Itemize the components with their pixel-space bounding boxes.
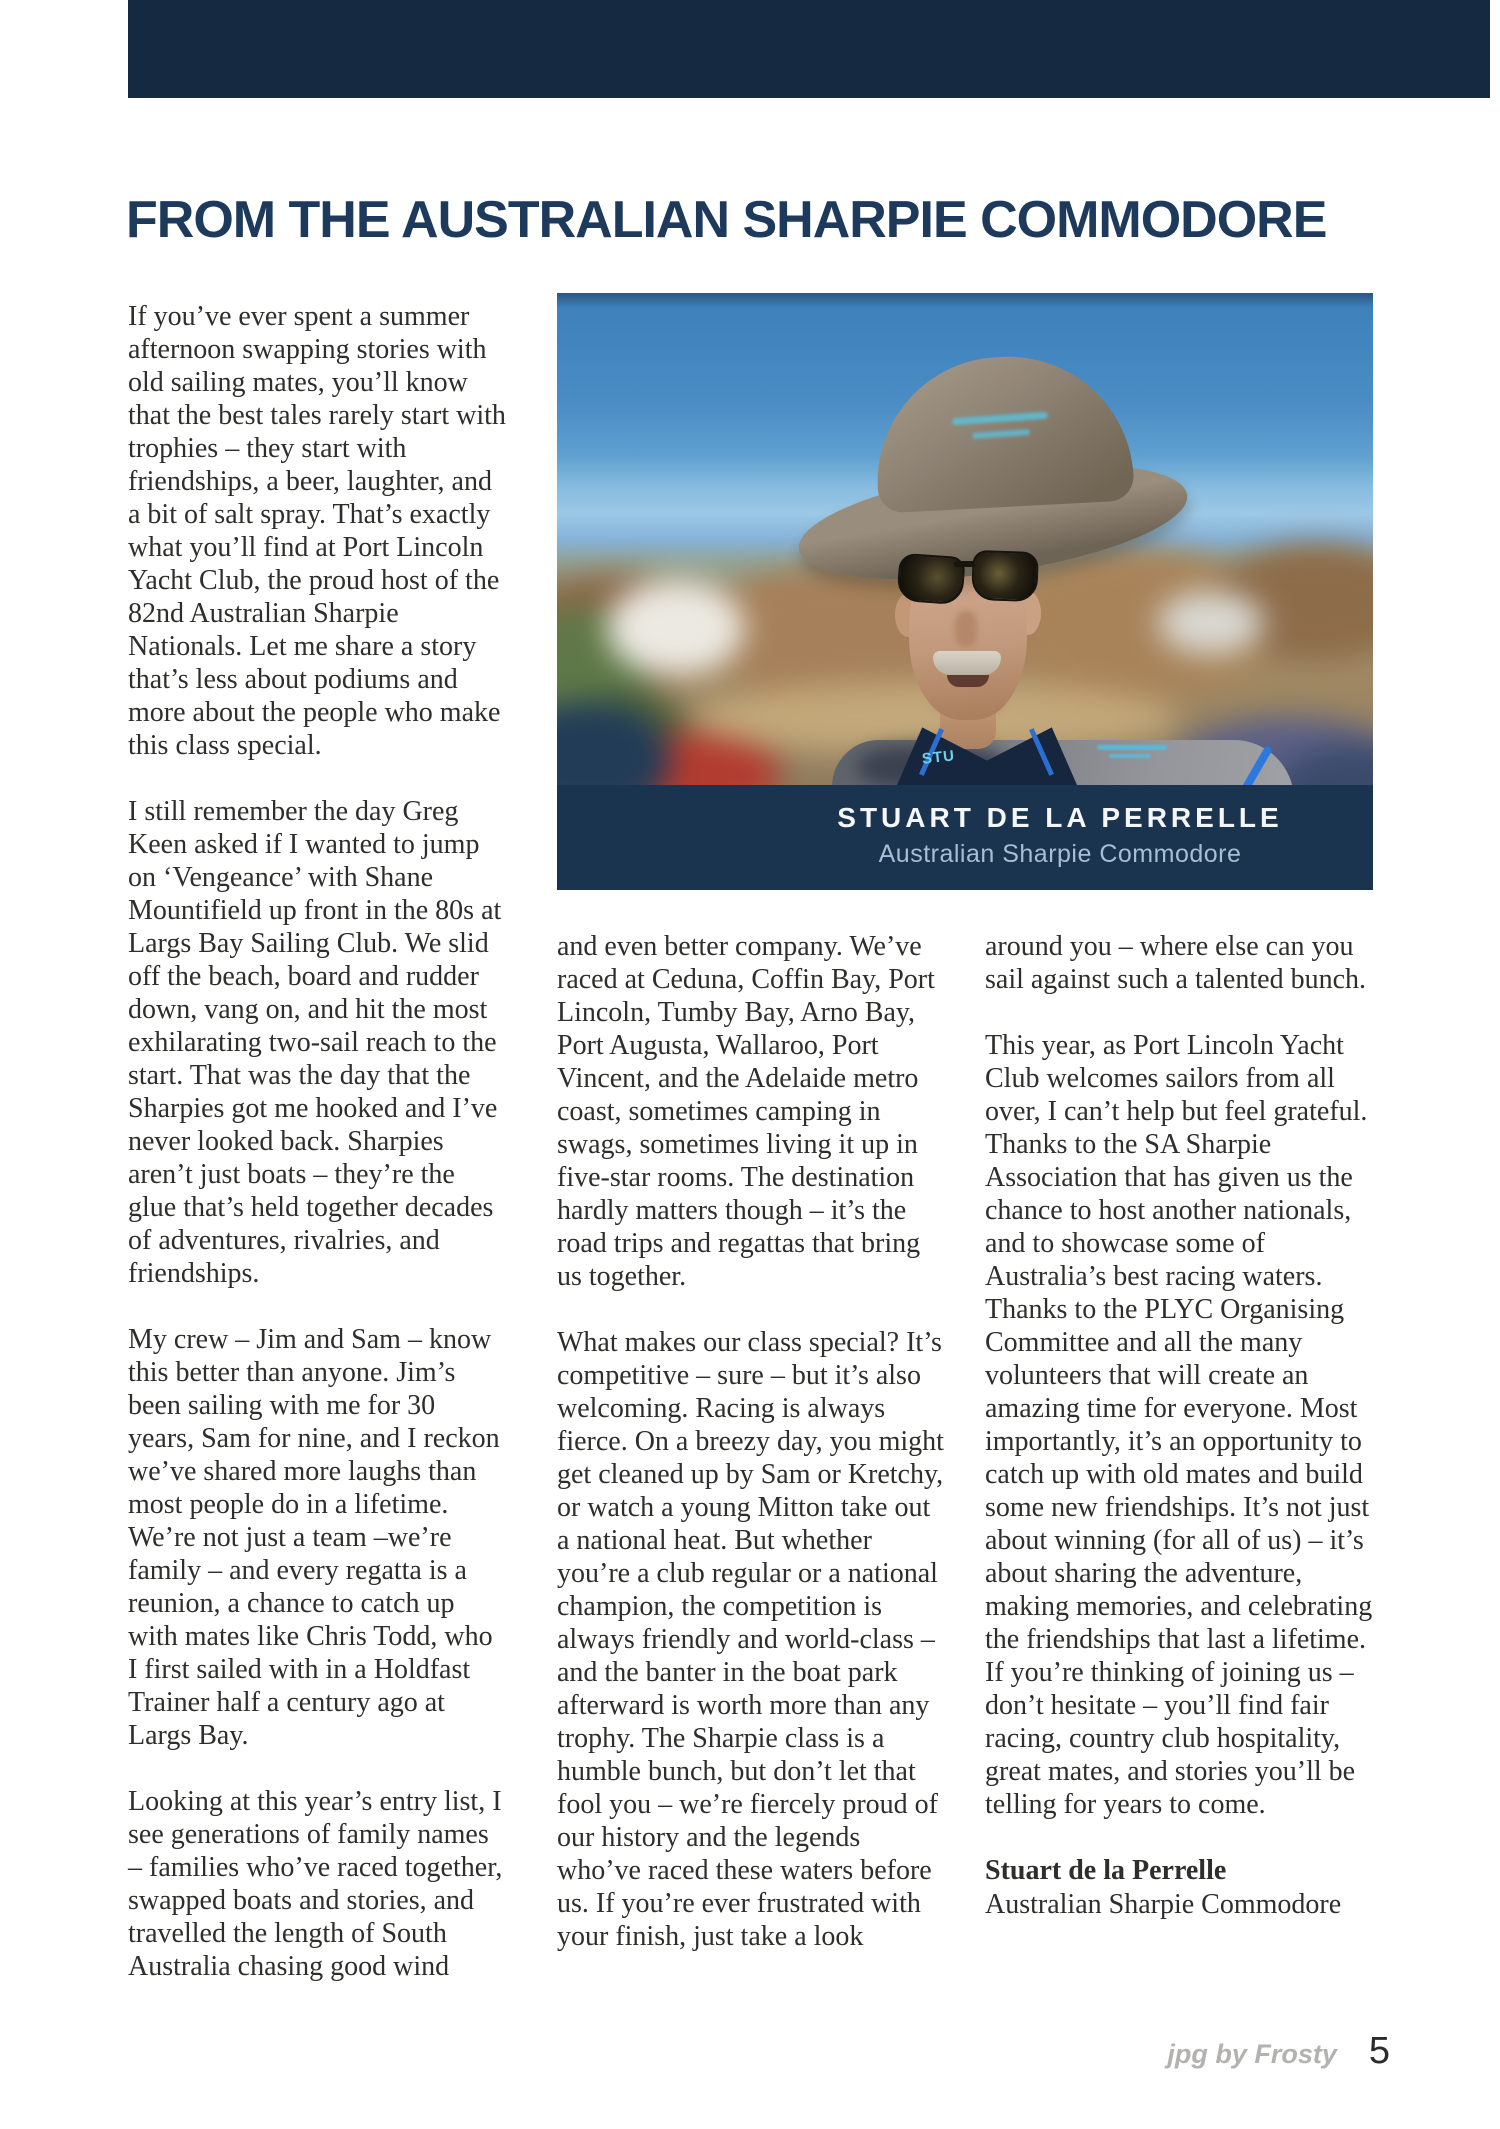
nose-shadow [955, 611, 977, 647]
middle-column [557, 930, 949, 1986]
page-number: 5 [1368, 2030, 1390, 2072]
mouth [947, 675, 989, 687]
caption-name: STUART DE LA PERRELLE [837, 802, 1283, 833]
body-paragraph: around you – where else can you sail against such a talented bunch. [985, 931, 1366, 995]
sunglasses-lens [971, 550, 1039, 602]
page-title: FROM THE AUSTRALIAN SHARPIE COMMODORE [126, 191, 1327, 249]
signature-role: Australian Sharpie Commodore [985, 1889, 1342, 1920]
sunglasses [898, 551, 1038, 603]
signature-block [985, 1854, 1377, 1922]
signature-name: Stuart de la Perrelle [985, 1855, 1227, 1886]
body-paragraph: I still remember the day Greg Keen asked if I wanted to jump on ‘Vengeance’ with Shane Mountifield up front in the 80s at Largs Bay Sailing Club. We slid off the beach, board and rudder down, vang on, and hit the most exhilarating two-sail reach to the start. That was the day that the Sharpies got me hooked and I’ve never looked back. Sharpies aren’t just boats – they’re the glue that’s held together decades of adventures, rivalries, and friendships. [128, 796, 502, 1289]
mustache [933, 651, 1001, 675]
body-paragraph: What makes our class special? It’s competitive – sure – but it’s also welcoming. Racing is always fierce. On a breezy day, you might get cleaned up by Sam or Kretchy, or watch a young Mitton take out a national heat. But whether you’re a club regular or a national champion, the competition is always friendly and world-class – and the banter in the boat park afterward is worth more than any trophy. The Sharpie class is a humble bunch, but don’t let that fool you – we’re fiercely proud of our history and the legends who’ve raced these waters before us. If you’re ever frustrated with your finish, just take a look [557, 1327, 944, 1952]
commodore-photo-block [557, 293, 1373, 890]
shirt-logo-embroidery [1097, 745, 1167, 750]
caption-role: Australian Sharpie Commodore [878, 840, 1242, 868]
body-paragraph: This year, as Port Lincoln Yacht Club welcomes sailors from all over, I can’t help but feel grateful. Thanks to the SA Sharpie Association that has given us the chance to host another nationals, and to showcase some of Australia’s best racing waters. Thanks to the PLYC Organising Committee and all the many volunteers that will create an amazing time for everyone. Most importantly, it’s an opportunity to catch up with old mates and build some new friendships. It’s not just about winning (for all of us) – it’s about sharing the adventure, making memories, and celebrating the friendships that last a lifetime. If you’re thinking of joining us – don’t hesitate – you’ll find fair racing, country club hospitality, great mates, and stories you’ll be telling for years to come. [985, 1030, 1373, 1820]
header-bar [128, 0, 1490, 98]
commodore-figure [557, 293, 1373, 785]
shirt-name-embroidery: STU [921, 747, 956, 768]
body-paragraph: My crew – Jim and Sam – know this better than anyone. Jim’s been sailing with me for 30 years, Sam for nine, and I reckon we’ve shared more laughs than most people do in a lifetime. We’re not just a team –we’re family – and every regatta is a reunion, a chance to catch up with mates like Chris Todd, who I first sailed with in a Holdfast Trainer half a century ago at Largs Bay. [128, 1324, 500, 1751]
left-column [128, 300, 506, 2016]
photo-caption-band [557, 785, 1373, 890]
body-paragraph: Looking at this year’s entry list, I see generations of family names – families who’ve raced together, swapped boats and stories, and travelled the length of South Australia chasing good wind [128, 1786, 503, 1982]
right-column [985, 930, 1377, 1922]
body-paragraph: If you’ve ever spent a summer afternoon swapping stories with old sailing mates, you’ll know that the best tales rarely start with trophies – they start with friendships, a beer, laughter, and a bit of salt spray. That’s exactly what you’ll find at Port Lincoln Yacht Club, the proud host of the 82nd Australian Sharpie Nationals. Let me share a story that’s less about podiums and more about the people who make this class special. [128, 301, 506, 761]
page-footer [1000, 2030, 1390, 2073]
photo-credit: jpg by Frosty [1167, 2039, 1337, 2069]
shirt-logo-embroidery [1109, 754, 1151, 758]
commodore-photo [557, 293, 1373, 785]
body-paragraph: and even better company. We’ve raced at Ceduna, Coffin Bay, Port Lincoln, Tumby Bay, Arno Bay, Port Augusta, Wallaroo, Port Vincent, and the Adelaide metro coast, sometimes camping in swags, sometimes living it up in five-star rooms. The destination hardly matters though – it’s the road trips and regattas that bring us together. [557, 931, 935, 1292]
